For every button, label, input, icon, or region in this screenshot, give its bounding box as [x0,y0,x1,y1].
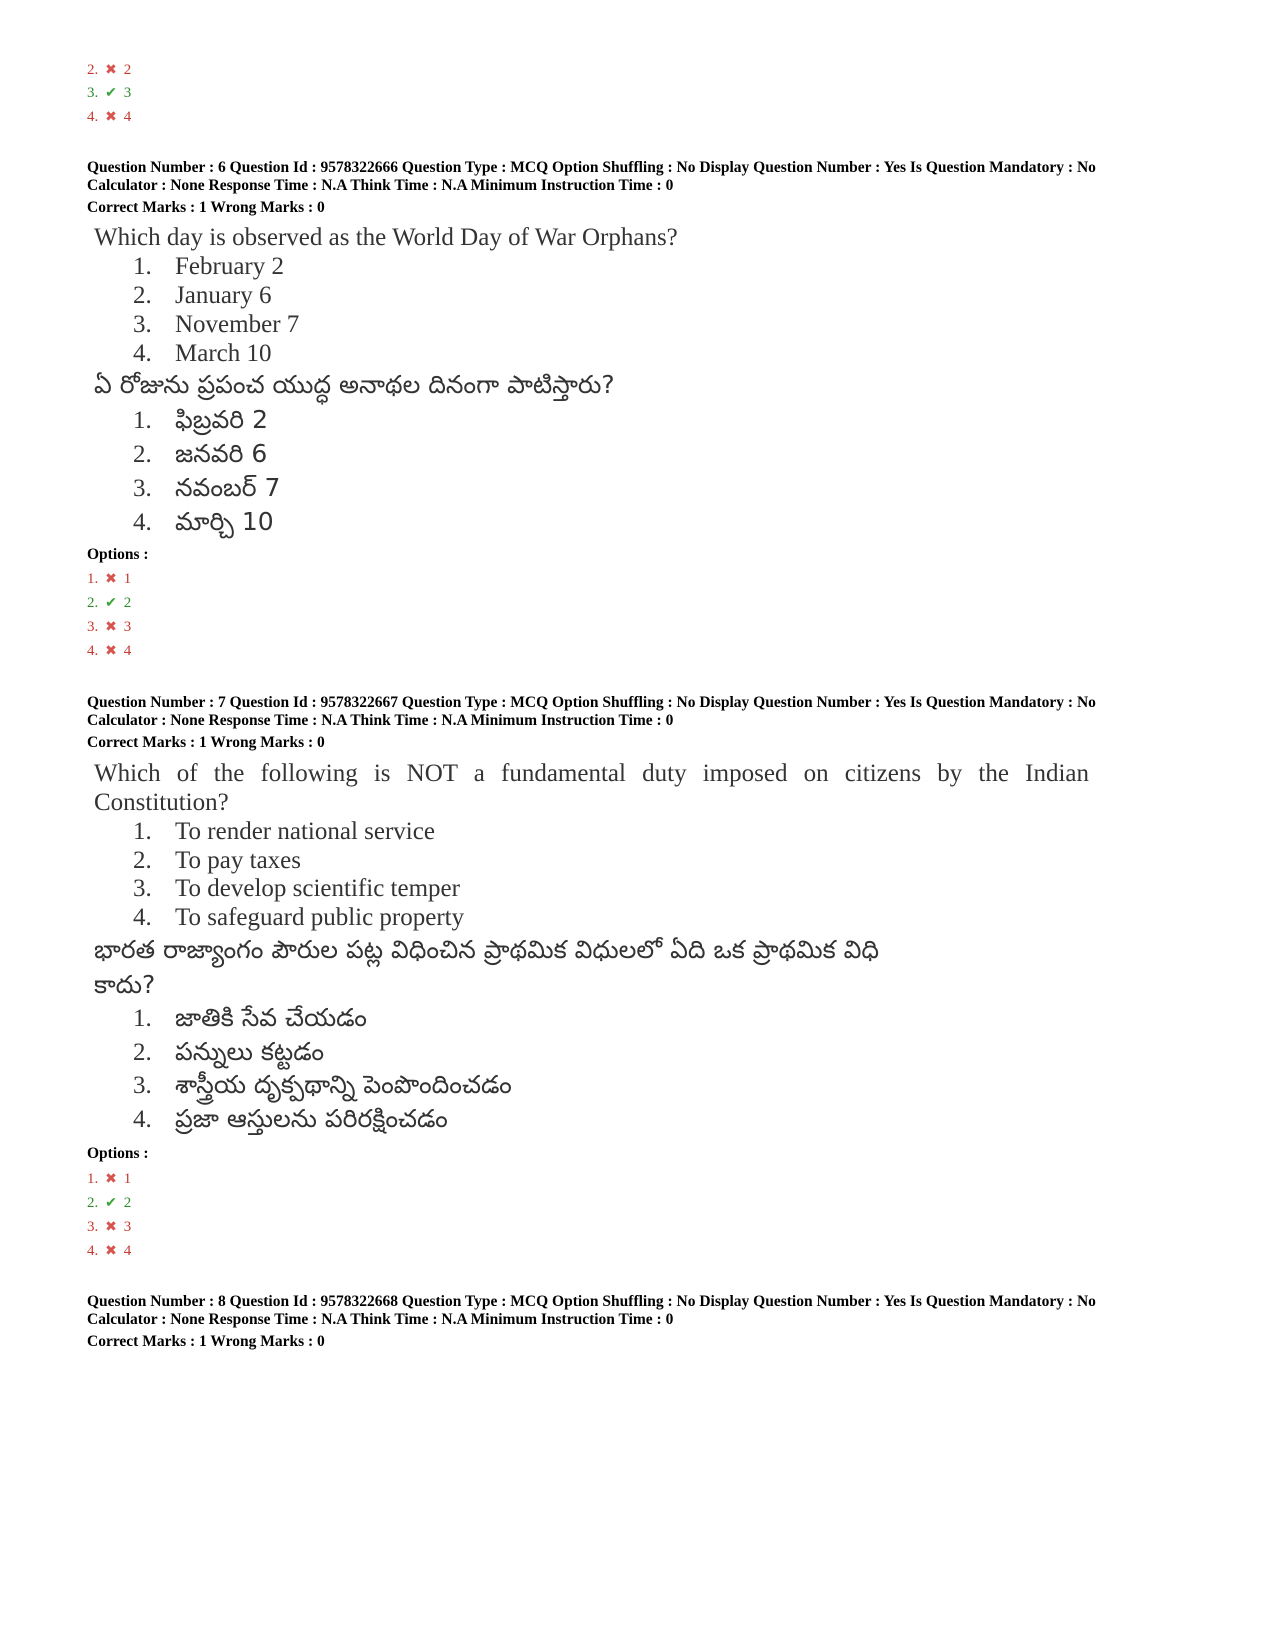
choice-text: మార్చి 10 [175,507,274,536]
option-number: 3. [87,85,99,101]
option-number: 2. [87,1195,99,1211]
choice-text: ఫిబ్రవరి 2 [175,405,268,434]
choice-number: 4. [133,1106,152,1133]
answer-choice [133,1070,512,1106]
options-label: Options : [87,546,149,563]
choice-number: 1. [133,407,152,434]
option-number: 2. [87,595,99,611]
question-meta-line: Question Number : 7 Question Id : 9578322667 Question Type : MCQ Option Shuffling : No Display Question Number : Yes Is Question Mandatory : No [87,694,1096,711]
option-number: 4. [87,109,99,125]
question-meta-line: Calculator : None Response Time : N.A Think Time : N.A Minimum Instruction Time : 0 [87,1311,674,1328]
choice-text: February 2 [175,253,284,280]
option-number: 1. [87,571,99,587]
option-result-row [87,108,131,127]
option-value: 4 [123,109,132,125]
question-marks-line: Correct Marks : 1 Wrong Marks : 0 [87,199,325,216]
cross-icon: ✖ [105,644,117,659]
option-number: 2. [87,62,99,78]
answer-choice [133,282,272,310]
choice-number: 4. [133,509,152,536]
choice-number: 1. [133,1005,152,1032]
question-marks-line: Correct Marks : 1 Wrong Marks : 0 [87,734,325,751]
question-text-english: Which of the following is NOT a fundamental duty imposed on citizens by the Indian [94,760,1089,787]
option-result-row [87,61,131,80]
option-result-row [87,594,131,613]
option-result-row [87,1218,131,1237]
answer-choice [133,340,272,368]
answer-choice [133,311,299,339]
question-text-telugu-continued: కాదు? [94,970,156,999]
question-meta-line: Calculator : None Response Time : N.A Think Time : N.A Minimum Instruction Time : 0 [87,712,674,729]
check-icon: ✔ [105,86,117,101]
option-number: 3. [87,1219,99,1235]
option-result-row [87,84,131,103]
answer-choice [133,1104,448,1140]
question-text-telugu: భారత రాజ్యాంగం పౌరుల పట్ల విధించిన ప్రాథమిక విధులలో ఏది ఒక ప్రాథమిక విధి [94,935,880,964]
option-result-row [87,1242,131,1261]
choice-text: To safeguard public property [175,904,465,931]
check-icon: ✔ [105,596,117,611]
option-number: 3. [87,619,99,635]
choice-number: 3. [133,875,152,902]
question-meta-line: Question Number : 6 Question Id : 9578322666 Question Type : MCQ Option Shuffling : No Display Question Number : Yes Is Question Mandatory : No [87,159,1096,176]
answer-choice [133,1037,324,1073]
choice-number: 3. [133,1072,152,1099]
answer-choice [133,253,284,281]
cross-icon: ✖ [105,1244,117,1259]
cross-icon: ✖ [105,1172,117,1187]
choice-text: November 7 [175,311,300,338]
option-number: 1. [87,1171,99,1187]
choice-number: 1. [133,253,152,280]
option-value: 4 [123,643,132,659]
check-icon: ✔ [105,1196,117,1211]
choice-text: March 10 [175,340,272,367]
choice-text: To render national service [175,818,435,845]
option-number: 4. [87,1243,99,1259]
option-value: 3 [123,1219,132,1235]
choice-text: To develop scientific temper [175,875,460,902]
cross-icon: ✖ [105,620,117,635]
option-value: 4 [123,1243,132,1259]
answer-choice [133,473,280,509]
choice-text: జాతికి సేవ చేయడం [175,1003,367,1032]
option-value: 3 [123,85,132,101]
choice-number: 4. [133,904,152,931]
answer-choice [133,847,301,875]
choice-number: 2. [133,282,152,309]
choice-number: 2. [133,441,152,468]
answer-choice [133,405,268,441]
cross-icon: ✖ [105,1220,117,1235]
question-text-english: Which day is observed as the World Day of War Orphans? [94,224,678,251]
option-value: 2 [123,62,132,78]
option-result-row [87,1194,131,1213]
choice-number: 2. [133,847,152,874]
answer-choice [133,818,435,846]
question-text-telugu: ఏ రోజును ప్రపంచ యుద్ధ అనాథల దినంగా పాటిస్తారు? [94,370,615,399]
choice-number: 3. [133,475,152,502]
choice-text: నవంబర్ 7 [175,473,281,502]
question-meta-line: Calculator : None Response Time : N.A Think Time : N.A Minimum Instruction Time : 0 [87,177,674,194]
choice-number: 1. [133,818,152,845]
option-result-row [87,1170,131,1189]
choice-number: 3. [133,311,152,338]
option-result-row [87,642,131,661]
choice-text: ప్రజా ఆస్తులను పరిరక్షించడం [175,1104,448,1133]
option-value: 1 [123,571,132,587]
option-result-row [87,618,131,637]
choice-text: January 6 [175,282,272,309]
option-value: 2 [123,595,132,611]
option-value: 1 [123,1171,132,1187]
options-label: Options : [87,1145,149,1162]
option-number: 4. [87,643,99,659]
option-result-row [87,570,131,589]
choice-text: జనవరి 6 [175,439,268,468]
choice-text: పన్నులు కట్టడం [175,1037,324,1066]
answer-choice [133,507,274,543]
option-value: 2 [123,1195,132,1211]
cross-icon: ✖ [105,63,117,78]
answer-choice [133,875,460,903]
choice-text: శాస్త్రీయ దృక్పథాన్ని పెంపొందించడం [175,1070,512,1099]
question-meta-line: Question Number : 8 Question Id : 9578322668 Question Type : MCQ Option Shuffling : No Display Question Number : Yes Is Question Mandatory : No [87,1293,1096,1310]
cross-icon: ✖ [105,110,117,125]
answer-choice [133,904,464,932]
choice-text: To pay taxes [175,847,301,874]
answer-choice [133,439,267,475]
question-text-english-continued: Constitution? [94,789,229,816]
question-marks-line: Correct Marks : 1 Wrong Marks : 0 [87,1333,325,1350]
option-value: 3 [123,619,132,635]
answer-choice [133,1003,367,1039]
cross-icon: ✖ [105,572,117,587]
choice-number: 2. [133,1039,152,1066]
choice-number: 4. [133,340,152,367]
